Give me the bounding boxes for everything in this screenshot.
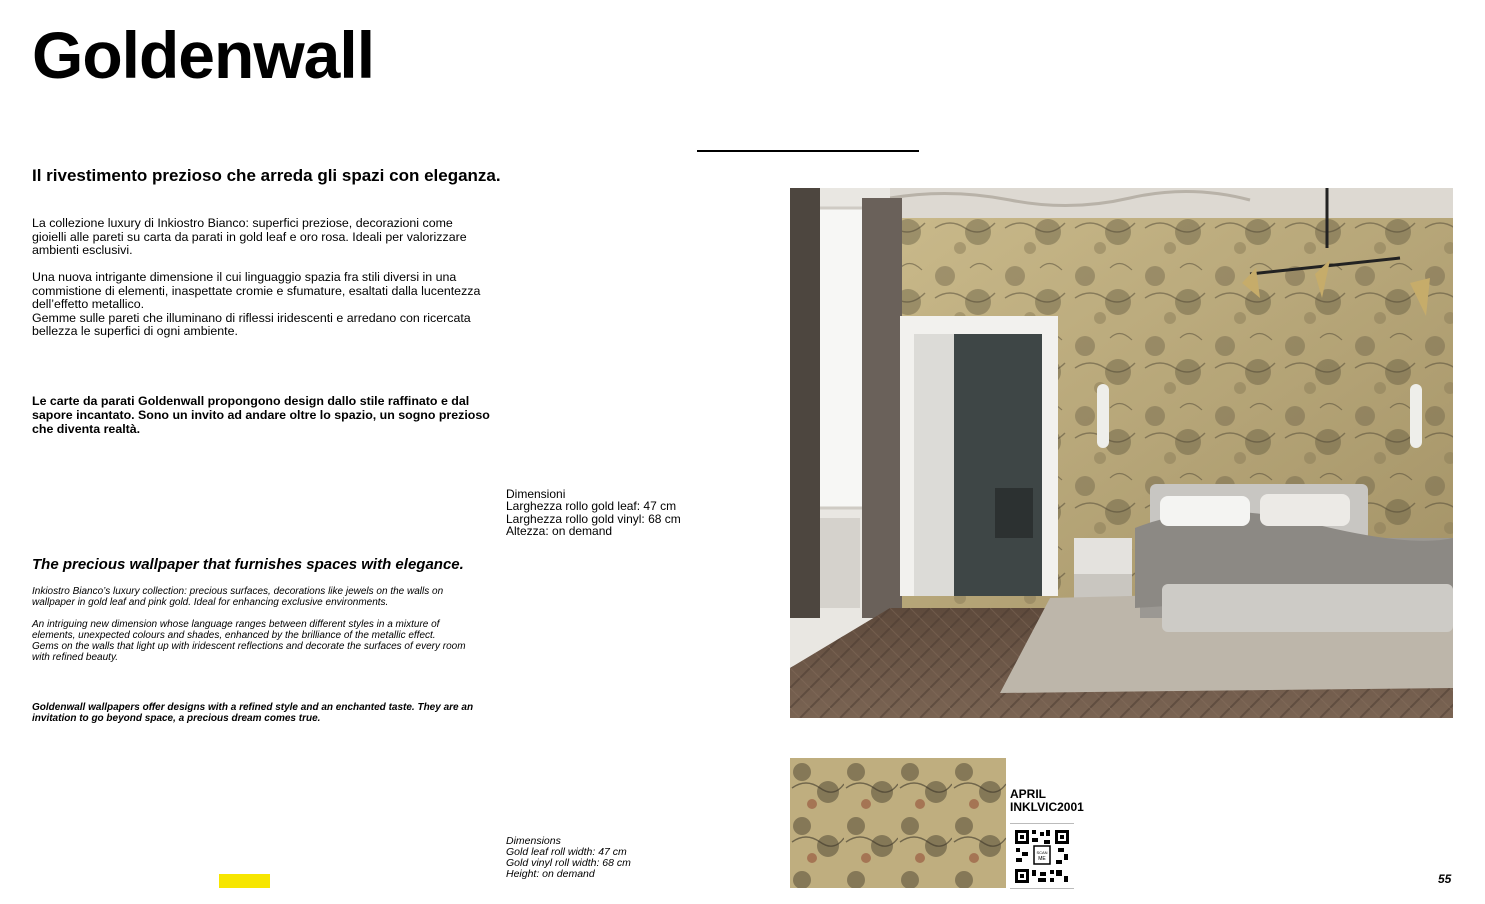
text-line: bellezza le superfici di ogni ambiente. — [32, 324, 238, 339]
dimension-vinyl: Larghezza rollo gold vinyl: 68 cm — [506, 511, 681, 526]
qr-label: SCAN — [1036, 850, 1048, 855]
text-line: Gems on the walls that light up with iridescent reflections and decorate the surfaces of every room — [32, 641, 466, 652]
qr-label-2: ME — [1038, 856, 1046, 862]
text-line: elements, unexpected colours and shades, enhanced by the brilliance of the metallic effect. — [32, 630, 436, 641]
bedroom-photo — [790, 188, 1453, 718]
text-line: gioielli alle pareti su carta da parati in gold leaf e oro rosa. Ideali per valorizzare — [32, 229, 467, 244]
yellow-accent-mark — [219, 874, 270, 888]
page-title: Goldenwall — [32, 18, 375, 92]
dimension-leaf: Larghezza rollo gold leaf: 47 cm — [506, 499, 677, 514]
italian-dimensions — [506, 488, 681, 538]
italian-bold-paragraph — [32, 395, 514, 436]
dimension-leaf: Gold leaf roll width: 47 cm — [506, 846, 627, 858]
text-line: Le carte da parati Goldenwall propongono design dallo stile raffinato e dal — [32, 394, 470, 408]
text-line: An intriguing new dimension whose language ranges between different styles in a mixture of — [32, 619, 440, 630]
english-bold-paragraph — [32, 702, 512, 724]
page-number: 55 — [1438, 872, 1452, 886]
text-line: invitation to go beyond space, a precious dream comes true. — [32, 713, 321, 724]
product-name: APRIL — [1010, 787, 1046, 801]
wallpaper-swatch — [790, 758, 1006, 888]
italian-heading: Il rivestimento prezioso che arreda gli spazi con eleganza. — [32, 166, 501, 185]
english-dimensions — [506, 836, 631, 880]
text-line: che diventa realtà. — [32, 421, 141, 436]
text-line: Una nuova intrigante dimensione il cui linguaggio spazia fra stili diversi in una — [32, 270, 457, 284]
italian-paragraph-2 — [32, 271, 512, 339]
text-line: wallpaper in gold leaf and pink gold. Ideal for enhancing exclusive environments. — [32, 597, 389, 608]
text-line: commistione di elementi, inaspettate cromie e sfumature, esaltati dalla lucentezza — [32, 283, 481, 298]
english-paragraph-2 — [32, 619, 512, 663]
text-line: Goldenwall wallpapers offer designs with a refined style and an enchanted taste. They are an — [32, 702, 474, 713]
qr-code-icon — [1010, 824, 1074, 888]
text-line: sapore incantato. Sono un invito ad andare oltre lo spazio, un sogno prezioso — [32, 407, 490, 422]
dimensions-title: Dimensioni — [506, 487, 566, 501]
dimension-height: Height: on demand — [506, 868, 595, 880]
text-line: Gemme sulle pareti che illuminano di riflessi iridescenti e arredano con ricercata — [32, 310, 471, 325]
product-code: INKLVIC2001 — [1010, 800, 1084, 814]
italian-paragraph-1 — [32, 217, 512, 258]
text-line: ambienti esclusivi. — [32, 243, 133, 258]
dimension-vinyl: Gold vinyl roll width: 68 cm — [506, 857, 631, 869]
text-line: Inkiostro Bianco’s luxury collection: precious surfaces, decorations like jewels on the walls on — [32, 586, 444, 597]
text-line: La collezione luxury di Inkiostro Bianco: superfici preziose, decorazioni come — [32, 216, 453, 230]
divider-rule — [697, 150, 919, 152]
text-line: dell’effetto metallico. — [32, 297, 145, 312]
qr-code[interactable] — [1010, 823, 1074, 889]
text-line: with refined beauty. — [32, 652, 118, 663]
english-paragraph-1 — [32, 586, 512, 608]
english-heading: The precious wallpaper that furnishes spaces with elegance. — [32, 556, 464, 573]
dimension-height: Altezza: on demand — [506, 524, 613, 539]
dimensions-title: Dimensions — [506, 835, 561, 847]
